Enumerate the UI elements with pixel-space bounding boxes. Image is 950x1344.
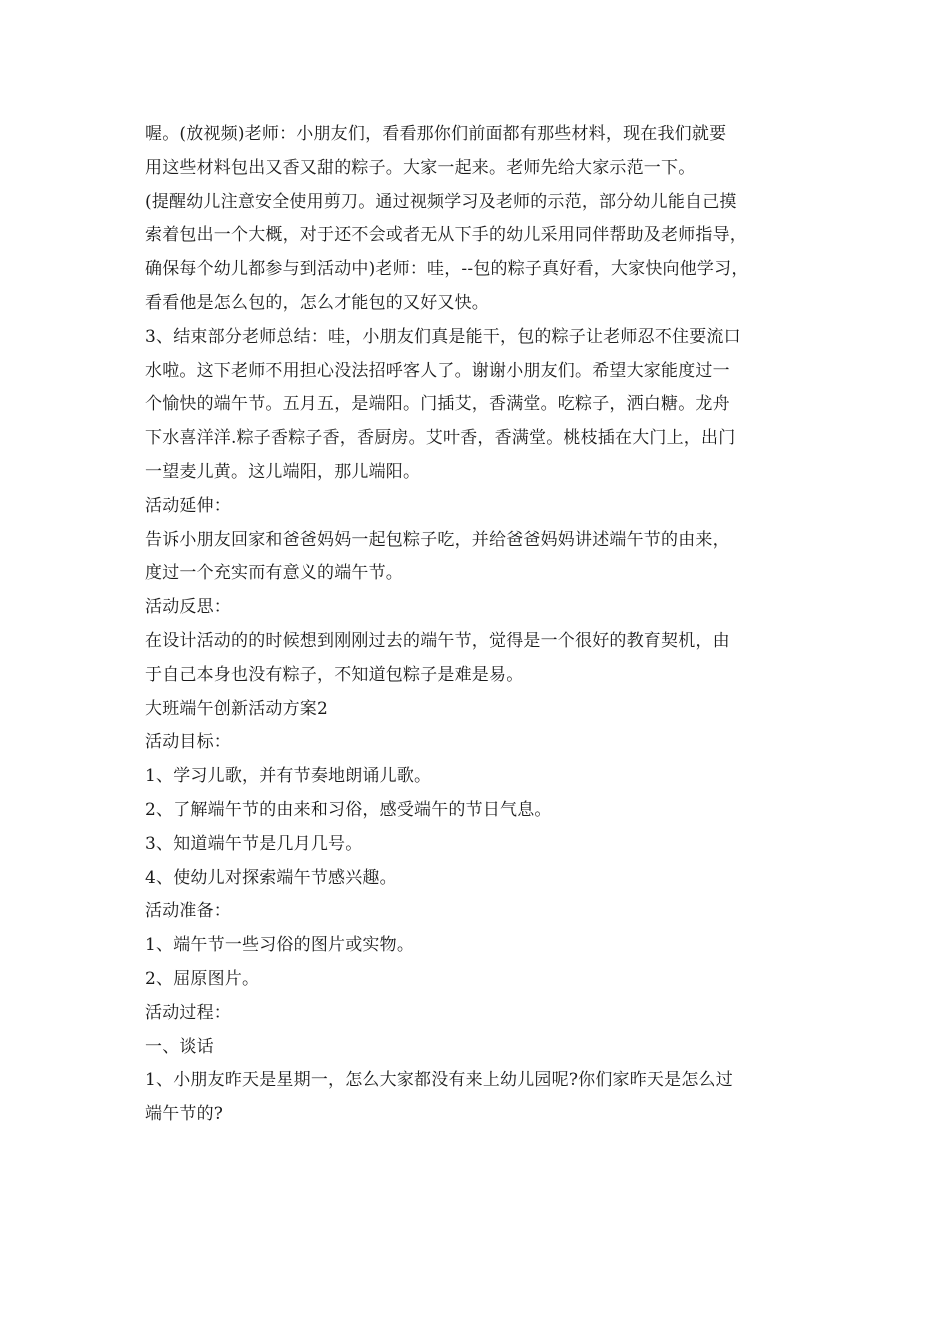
list-item: 1、学习儿歌，并有节奏地朗诵儿歌。 bbox=[145, 766, 432, 787]
text-line: 索着包出一个大概，对于还不会或者无从下手的幼儿采用同伴帮助及老师指导， bbox=[145, 225, 747, 246]
list-item: 4、使幼儿对探索端午节感兴趣。 bbox=[145, 867, 397, 888]
section-heading: 活动目标： bbox=[145, 732, 231, 753]
document-body bbox=[145, 118, 815, 1132]
document-title: 大班端午创新活动方案2 bbox=[145, 698, 329, 719]
text-line: 于自己本身也没有粽子，不知道包粽子是难是易。 bbox=[145, 664, 524, 685]
text-line: 端午节的? bbox=[145, 1104, 224, 1125]
text-line: 个愉快的端午节。五月五，是端阳。门插艾，香满堂。吃粽子，洒白糖。龙舟 bbox=[145, 394, 730, 415]
text-line: 度过一个充实而有意义的端午节。 bbox=[145, 563, 403, 584]
text-line: 下水喜洋洋.粽子香粽子香，香厨房。艾叶香，香满堂。桃枝插在大门上，出门 bbox=[145, 428, 736, 449]
list-item: 2、屈原图片。 bbox=[145, 968, 260, 989]
list-item: 2、了解端午节的由来和习俗，感受端午的节日气息。 bbox=[145, 799, 552, 820]
text-line: 用这些材料包出又香又甜的粽子。大家一起来。老师先给大家示范一下。 bbox=[145, 157, 696, 178]
text-line: 在设计活动的的时候想到刚刚过去的端午节，觉得是一个很好的教育契机，由 bbox=[145, 630, 730, 651]
text-line: 喔。(放视频)老师：小朋友们，看看那你们前面都有那些材料，现在我们就要 bbox=[145, 124, 727, 144]
text-line: 水啦。这下老师不用担心没法招呼客人了。谢谢小朋友们。希望大家能度过一 bbox=[145, 360, 730, 381]
text-line: 一望麦儿黄。这儿端阳，那儿端阳。 bbox=[145, 461, 421, 482]
text-line: 确保每个幼儿都参与到活动中)老师：哇，--包的粽子真好看，大家快向他学习， bbox=[145, 259, 749, 280]
section-heading: 活动反思： bbox=[145, 597, 231, 618]
subsection-heading: 一、谈话 bbox=[145, 1036, 214, 1057]
list-item: 1、小朋友昨天是星期一，怎么大家都没有来上幼儿园呢?你们家昨天是怎么过 bbox=[145, 1070, 733, 1091]
section-heading: 活动准备： bbox=[145, 901, 231, 922]
text-line: (提醒幼儿注意安全使用剪刀。通过视频学习及老师的示范，部分幼儿能自己摸 bbox=[145, 191, 737, 212]
text-line: 看看他是怎么包的，怎么才能包的又好又快。 bbox=[145, 292, 489, 313]
text-line: 告诉小朋友回家和爸爸妈妈一起包粽子吃，并给爸爸妈妈讲述端午节的由来， bbox=[145, 529, 730, 550]
text-line: 3、结束部分老师总结：哇，小朋友们真是能干，包的粽子让老师忍不住要流口 bbox=[145, 326, 741, 347]
section-heading: 活动延伸： bbox=[145, 495, 231, 516]
list-item: 1、端午节一些习俗的图片或实物。 bbox=[145, 935, 415, 956]
list-item: 3、知道端午节是几月几号。 bbox=[145, 833, 363, 854]
section-heading: 活动过程： bbox=[145, 1002, 231, 1023]
